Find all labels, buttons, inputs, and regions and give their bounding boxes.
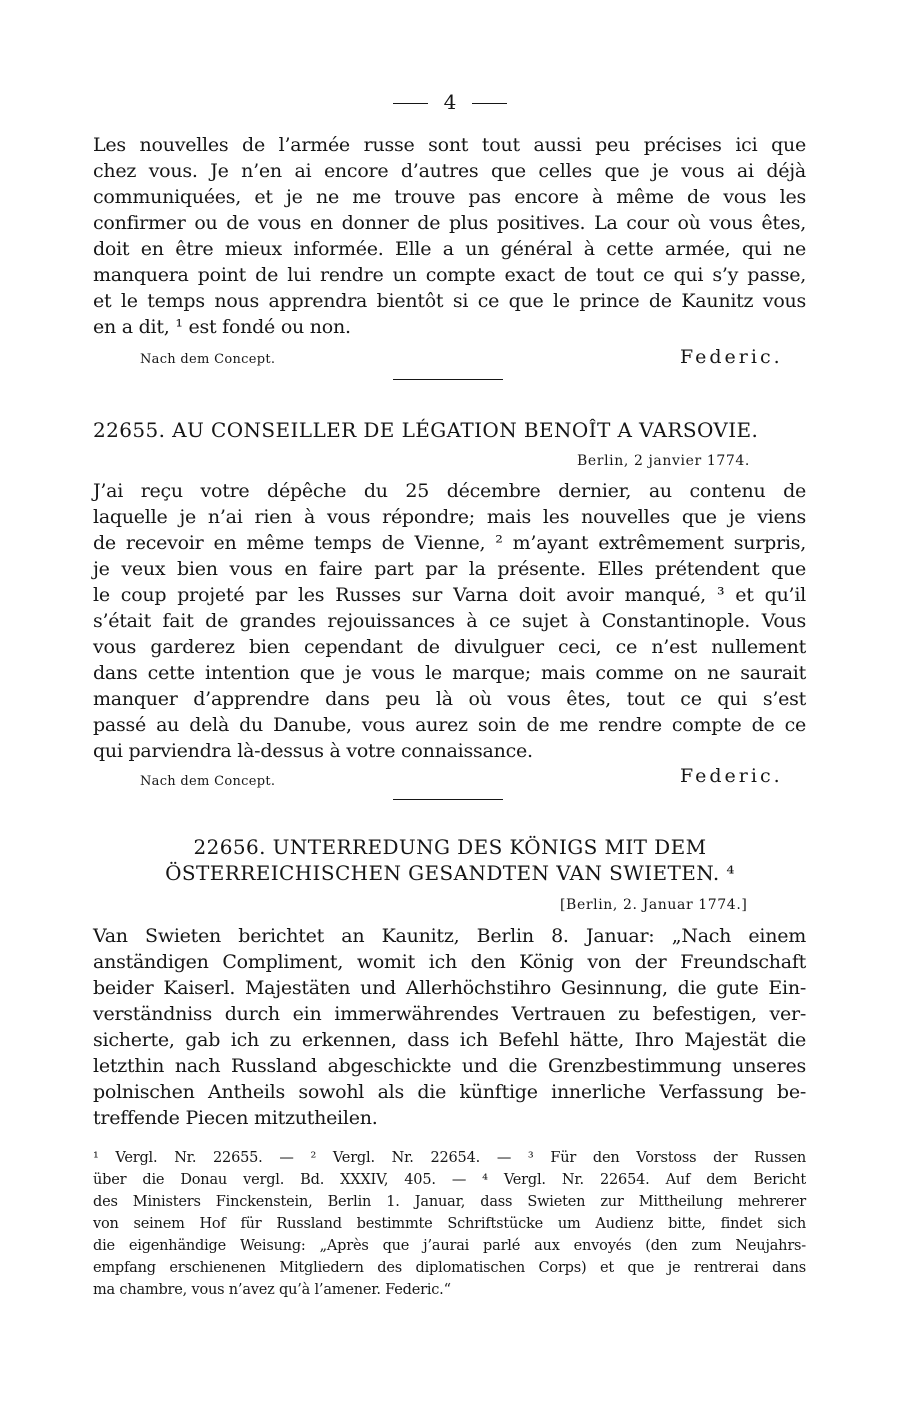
signature: Federic. — [680, 346, 783, 368]
body-line: manquera point de lui rendre un compte exact de tout ce qui s’y passe, — [93, 264, 806, 286]
body-line: passé au delà du Danube, vous aurez soin de me rendre compte de ce — [93, 714, 806, 736]
footnote-line: ma chambre, vous n’avez qu’à l’amener. Federic.“ — [93, 1282, 451, 1298]
body-line: de recevoir en même temps de Vienne, ² m’ayant extrêmement surpris, — [93, 532, 806, 554]
dateline: Berlin, 2 janvier 1774. — [577, 453, 750, 469]
body-line: qui parviendra là-dessus à votre connaissance. — [93, 740, 533, 762]
body-line: Les nouvelles de l’armée russe sont tout aussi peu précises ici que — [93, 134, 806, 156]
source-note: Nach dem Concept. — [140, 774, 276, 789]
body-line: J’ai reçu votre dépêche du 25 décembre dernier, au contenu de — [93, 480, 806, 502]
body-line: en a dit, ¹ est fondé ou non. — [93, 316, 351, 338]
body-line: communiquées, et je ne me trouve pas encore à même de vous les — [93, 186, 806, 208]
body-line: et le temps nous apprendra bientôt si ce que le prince de Kaunitz vous — [93, 290, 806, 312]
footnote-line: über die Donau vergl. Bd. XXXIV, 405. — ⁴ Vergl. Nr. 22654. Auf dem Bericht — [93, 1172, 806, 1188]
section-divider — [393, 799, 503, 800]
signature: Federic. — [680, 765, 783, 787]
body-line: chez vous. Je n’en ai encore d’autres que celles que je vous ai déjà — [93, 160, 806, 182]
body-line: s’était fait de grandes rejouissances à ce sujet à Constantinople. Vous — [93, 610, 806, 632]
body-line: le coup projeté par les Russes sur Varna doit avoir manqué, ³ et qu’il — [93, 584, 806, 606]
body-line: treffende Piecen mitzutheilen. — [93, 1107, 378, 1129]
dateline: [Berlin, 2. Januar 1774.] — [560, 897, 748, 913]
body-line: letzthin nach Russland abgeschickte und die Grenzbestimmung unseres — [93, 1055, 806, 1077]
source-note: Nach dem Concept. — [140, 352, 276, 367]
body-line: je veux bien vous en faire part par la présente. Elles prétendent que — [93, 558, 806, 580]
body-line: beider Kaiserl. Majestäten und Allerhöchstihro Gesinnung, die gute Ein- — [93, 977, 806, 999]
body-line: vous garderez bien cependant de divulguer ceci, ce n’est nullement — [93, 636, 806, 658]
report-heading-line-2: ÖSTERREICHISCHEN GESANDTEN VAN SWIETEN. ⁴ — [165, 861, 735, 885]
body-line: anständigen Compliment, womit ich den König von der Freundschaft — [93, 951, 806, 973]
body-line: Van Swieten berichtet an Kaunitz, Berlin 8. Januar: „Nach einem — [93, 925, 806, 947]
letter-heading: 22655. AU CONSEILLER DE LÉGATION BENOÎT A VARSOVIE. — [93, 418, 759, 442]
body-line: verständniss durch ein immerwährendes Vertrauen zu befestigen, ver- — [93, 1003, 806, 1025]
footnote-line: von seinem Hof für Russland bestimmte Schriftstücke um Audienz bitte, findet sich — [93, 1216, 806, 1232]
body-line: sicherte, gab ich zu erkennen, dass ich Befehl hätte, Ihro Majestät die — [93, 1029, 806, 1051]
body-line: confirmer ou de vous en donner de plus positives. La cour où vous êtes, — [93, 212, 806, 234]
body-line: laquelle je n’ai rien à vous répondre; mais les nouvelles que je viens — [93, 506, 806, 528]
body-line: dans cette intention que je vous le marque; mais comme on ne saurait — [93, 662, 806, 684]
page-number: 4 — [0, 90, 900, 114]
body-line: manquer d’apprendre dans peu là où vous êtes, tout ce qui s’est — [93, 688, 806, 710]
footnote-line: die eigenhändige Weisung: „Après que j’aurai parlé aux envoyés (den zum Neujahrs- — [93, 1238, 806, 1254]
footnote-line: empfang erschienenen Mitgliedern des diplomatischen Corps) et que je rentrerai dans — [93, 1260, 806, 1276]
body-line: doit en être mieux informée. Elle a un général à cette armée, qui ne — [93, 238, 806, 260]
footnote-line: ¹ Vergl. Nr. 22655. — ² Vergl. Nr. 22654. — ³ Für den Vorstoss der Russen — [93, 1150, 806, 1166]
section-divider — [393, 379, 503, 380]
body-line: polnischen Antheils sowohl als die künftige innerliche Verfassung be- — [93, 1081, 806, 1103]
report-heading-line-1: 22656. UNTERREDUNG DES KÖNIGS MIT DEM — [193, 835, 707, 859]
footnote-line: des Ministers Finckenstein, Berlin 1. Januar, dass Swieten zur Mittheilung mehrerer — [93, 1194, 806, 1210]
